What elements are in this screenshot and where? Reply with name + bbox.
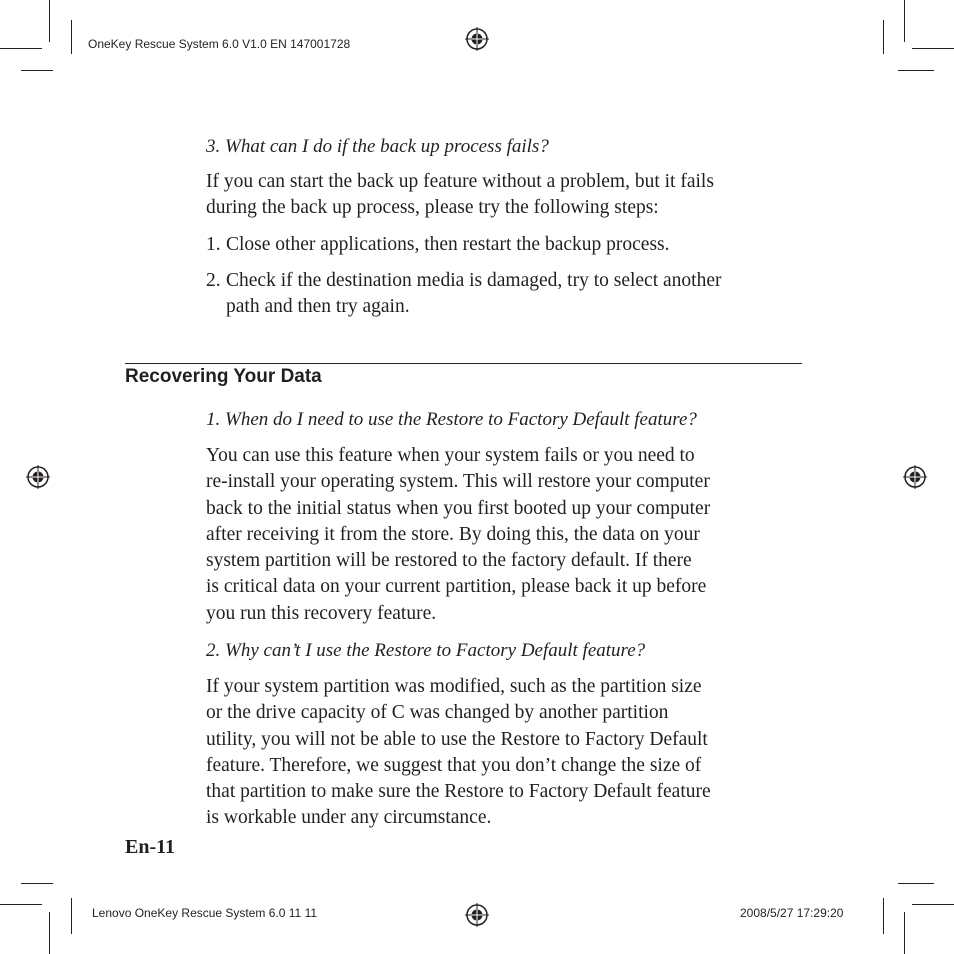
text-line: feature. Therefore, we suggest that you don’t change the size of	[206, 754, 702, 776]
crop-mark	[0, 904, 42, 905]
text-line: is critical data on your current partition, please back it up before	[206, 576, 707, 598]
crop-mark	[904, 912, 905, 954]
registration-mark-icon	[903, 465, 927, 489]
text-line: is workable under any circumstance.	[206, 807, 492, 829]
crop-mark	[912, 48, 954, 49]
crop-mark	[21, 70, 53, 71]
registration-mark-icon	[465, 903, 489, 927]
crop-mark	[21, 883, 53, 884]
crop-mark	[71, 20, 72, 54]
text-line: If you can start the back up feature without a problem, but it fails	[206, 171, 714, 192]
text-line: back to the initial status when you first booted up your computer	[206, 497, 711, 519]
text-line: system partition will be restored to the factory default. If there	[206, 550, 692, 572]
faq-answer-backup-intro	[206, 169, 714, 222]
registration-mark-icon	[465, 27, 489, 51]
step-number: 2.	[206, 270, 221, 291]
step-text: path and then try again.	[226, 296, 410, 318]
faq-question-restore-why: 2. Why can’t I use the Restore to Factory Default feature?	[206, 640, 646, 661]
list-item-step-2	[206, 268, 721, 321]
text-line: If your system partition was modified, such as the partition size	[206, 676, 702, 697]
registration-mark-icon	[26, 465, 50, 489]
text-line: during the back up process, please try the following steps:	[206, 197, 659, 219]
crop-mark	[883, 898, 884, 934]
section-divider	[125, 363, 802, 364]
crop-mark	[912, 904, 954, 905]
crop-mark	[898, 883, 934, 884]
crop-mark	[904, 0, 905, 42]
faq-answer-restore-when	[206, 443, 710, 627]
text-line: re-install your operating system. This will restore your computer	[206, 471, 710, 493]
slug-bottom-right: 2008/5/27 17:29:20	[740, 906, 844, 920]
faq-question-backup-fails: 3. What can I do if the back up process fails?	[206, 136, 549, 157]
crop-mark	[71, 898, 72, 934]
list-item-step-1	[206, 232, 670, 258]
text-line: after receiving it from the store. By doing this, the data on your	[206, 523, 700, 545]
faq-question-restore-when: 1. When do I need to use the Restore to Factory Default feature?	[206, 409, 697, 430]
crop-mark	[898, 70, 934, 71]
section-title: Recovering Your Data	[125, 366, 322, 387]
text-line: or the drive capacity of C was changed by another partition	[206, 702, 669, 724]
faq-answer-restore-why	[206, 674, 711, 832]
text-line: you run this recovery feature.	[206, 602, 437, 624]
page-number: En-11	[125, 836, 176, 858]
step-text: Check if the destination media is damaged, try to select another	[226, 270, 722, 291]
crop-mark	[49, 912, 50, 954]
text-line: You can use this feature when your system fails or you need to	[206, 445, 695, 466]
text-line: that partition to make sure the Restore to Factory Default feature	[206, 781, 711, 803]
step-text: Close other applications, then restart the backup process.	[226, 234, 670, 255]
slug-top: OneKey Rescue System 6.0 V1.0 EN 147001728	[88, 37, 351, 51]
crop-mark	[0, 48, 42, 49]
crop-mark	[883, 20, 884, 54]
step-number: 1.	[206, 234, 221, 255]
text-line: utility, you will not be able to use the Restore to Factory Default	[206, 728, 708, 750]
crop-mark	[49, 0, 50, 42]
slug-bottom-left: Lenovo OneKey Rescue System 6.0 11 11	[92, 906, 318, 920]
